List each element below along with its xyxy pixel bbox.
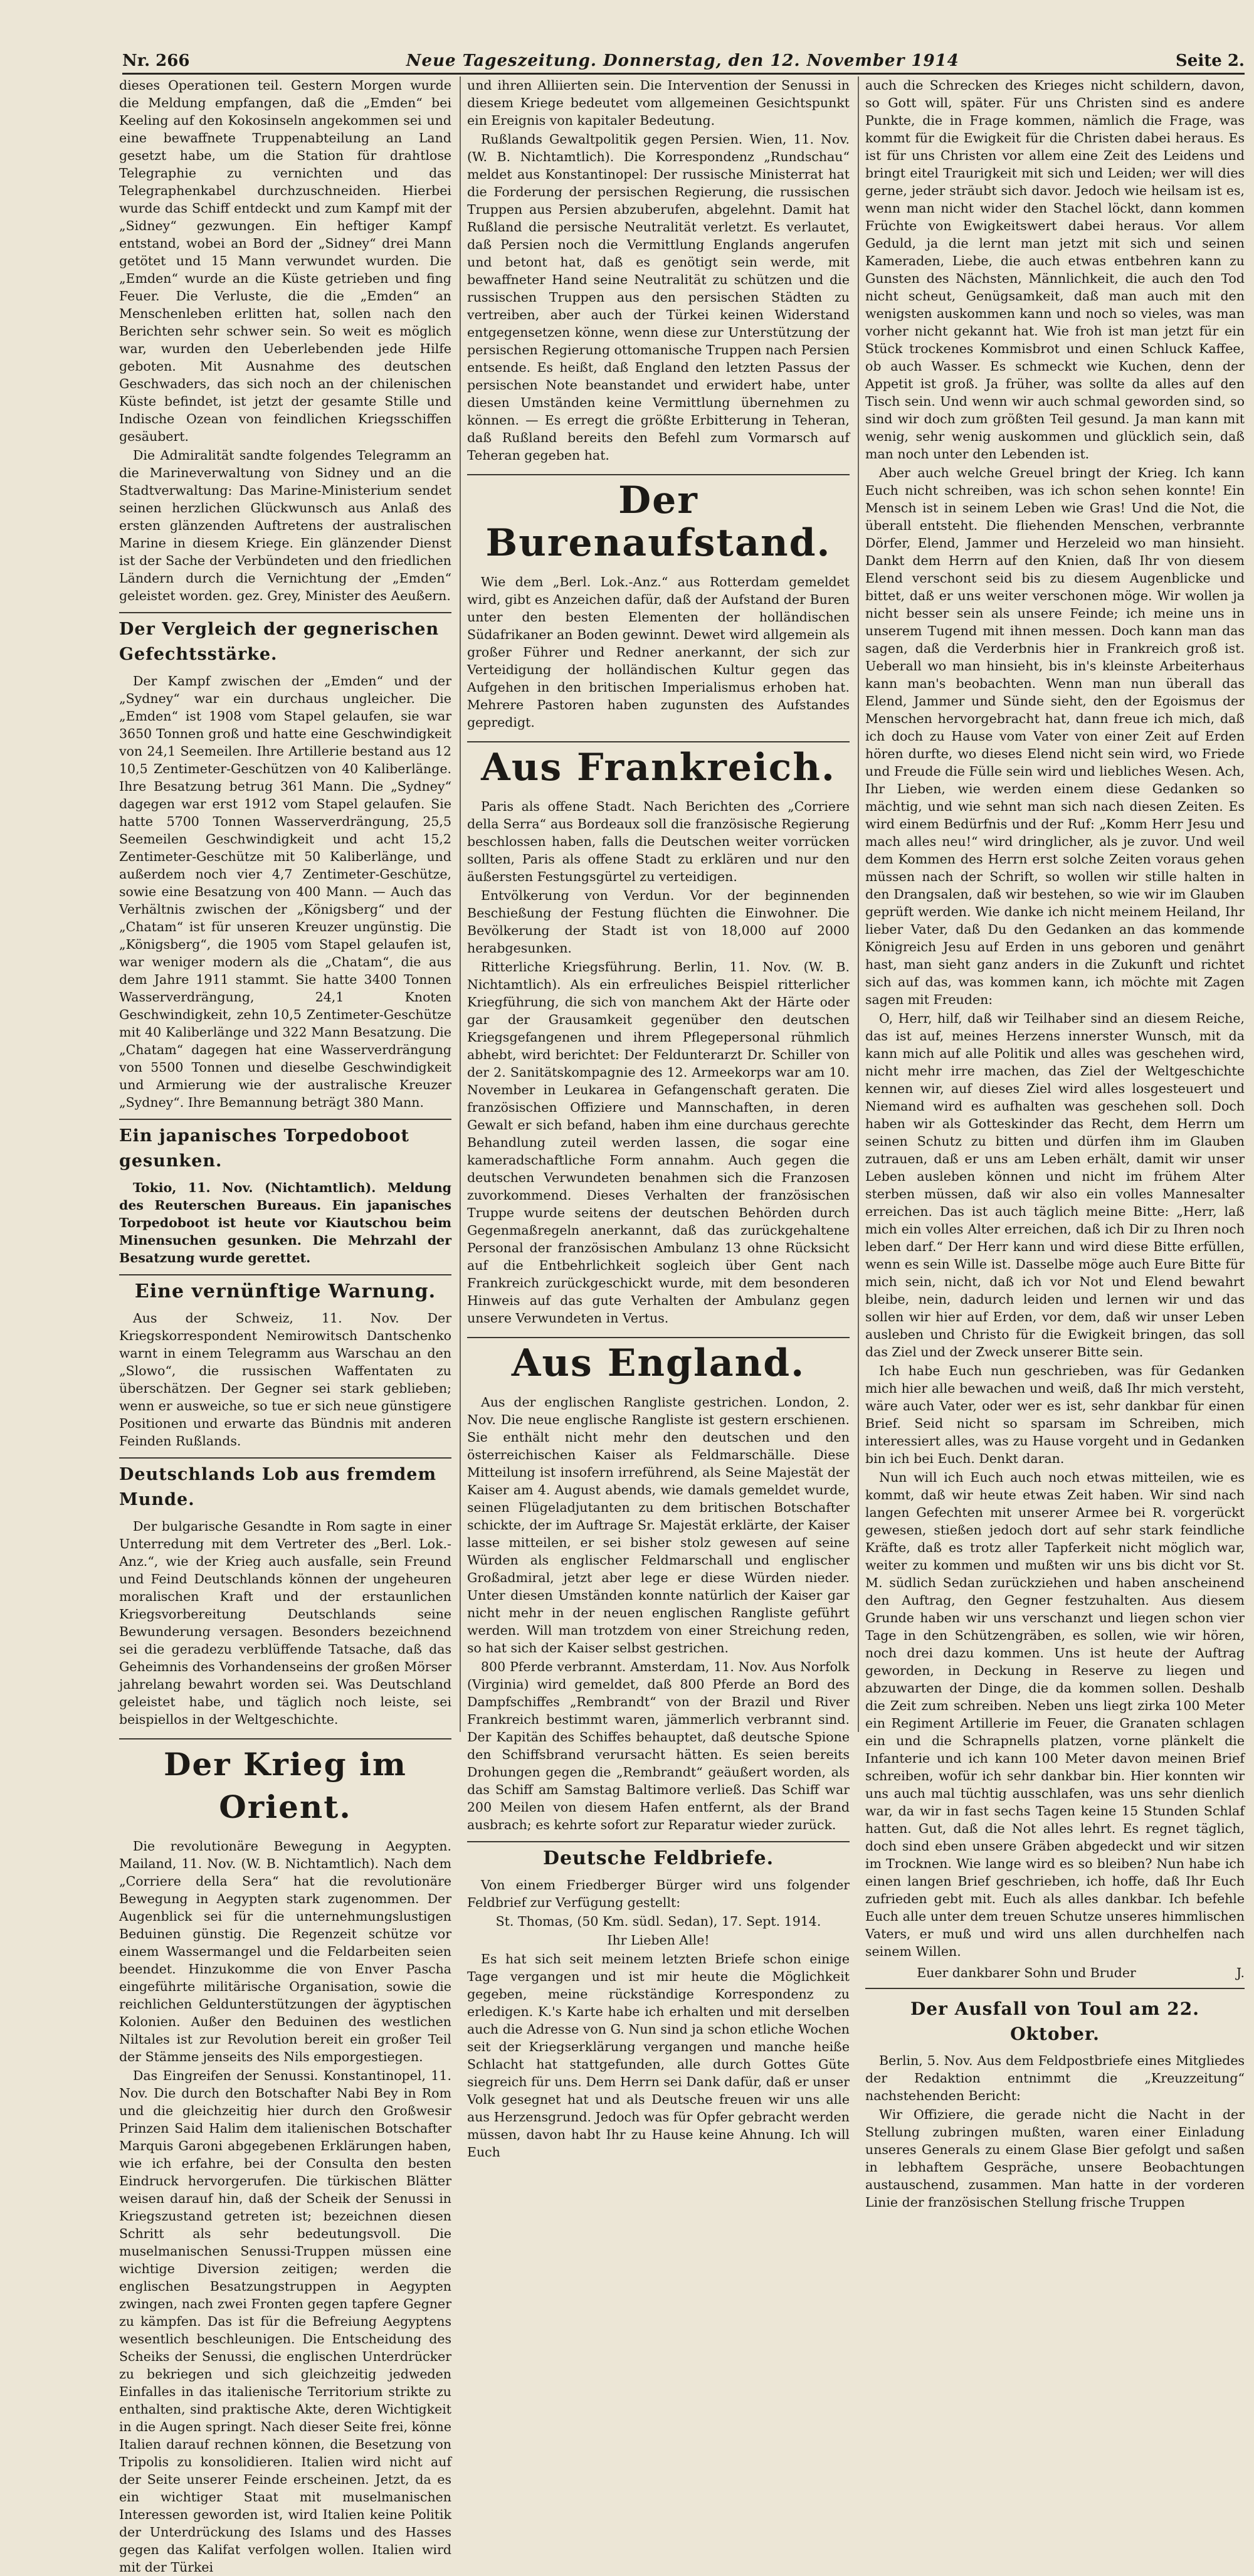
article-paragraph: Tokio, 11. Nov. (Nichtamtlich). Meldung des Reuterschen Bureaus. Ein japanisches Torpedoboot ist heute vor Kiautschou beim Minensuchen gesunken. Die Mehrzahl der Besatzung wurde gerettet. <box>119 1180 451 1265</box>
article-paragraph: Aus der Schweiz, 11. Nov. Der Kriegskorrespondent Nemirowitsch Dantschenko warnt in einem Telegramm aus Warschau an den „Slowo“, die russischen Waffentaten zu überschätzen. Der Gegner sei stark geblieben; wenn er ausweiche, so tue er sich neue günstigere Positionen und erwarte das Bündnis mit anderen Feinden Rußlands. <box>119 1311 451 1449</box>
article-paragraph: Aber auch welche Greuel bringt der Krieg. Ich kann Euch nicht schreiben, was ich schon sehen konnte! Ein Mensch ist in seinem Leben wie Gras! Und die Not, die überall entsteht. Die fliehenden Menschen, verbrannte Dörfer, Elend, Jammer und Herzeleid wo man hinsieht. Dankt dem Herrn auf den Knien, daß Ihr von diesem Elend verschont seid bis zu diesem Augenblicke und bittet, daß er uns weiter verschonen möge. Wir wollen ja nicht besser sein als unsere Feinde; ich meine uns in unserem Tugend mit ihnen messen. Doch kann man das sagen, daß die Verderbnis hier in Frankreich groß ist. Ueberall wo man hinsieht, bis in's kleinste Arbeiterhaus kann man's beobachten. Wenn man nun überall das Elend, Jammer und Sünde sieht, den der Egoismus der Menschen hervorgebracht hat, dann freue ich mich, daß ich doch zu Hause vom Vater von einer Zeit auf Erden hören durfte, wo dieses Elend nicht sein wird, wo Friede und Freude die Fülle sein wird und liebliches Wesen. Ach, Ihr Lieben, wie werden einem diese Gedanken so mächtig, und wie sehnt man sich nach diesen Zeiten. Es wird einem Bedürfnis und der Ruf: „Komm Herr Jesu und mach alles neu!“ wird dringlicher, als je zuvor. Und weil dem Kommen des Herrn erst solche Zeiten voraus gehen müssen nach der Schrift, so wollen wir stille halten in den Drangsalen, daß wir bestehen, so wie wir im Glauben geprüft werden. Wie danke ich nicht meinem Heiland, Ihr lieber Vater, daß Du den Gedanken an das kommende Königreich Jesu auf Erden in uns geboren und genährt hast, man sieht ganz anders in die Zukunft und richtet sich auf das, was kommen kann, ich möchte mit Zagen sagen mit Freuden: <box>865 465 1245 1007</box>
article-paragraph: Der Kampf zwischen der „Emden“ und der „Sydney“ war ein durchaus ungleicher. Die „Emden“ ist 1908 vom Stapel gelaufen, sie war 3650 Tonnen groß und hatte eine Geschwindigkeit von 24,1 Seemeilen. Ihre Artillerie bestand aus 12 10,5 Zentimeter-Geschützen von 40 Kaliberlänge. Ihre Besatzung betrug 361 Mann. Die „Sydney“ dagegen war erst 1912 vom Stapel gelaufen. Sie hatte 5700 Tonnen Wasserverdrängung, 25,5 Seemeilen Geschwindigkeit und acht 15,2 Zentimeter-Geschütze mit 50 Kaliberlänge, und außerdem noch vier 4,7 Zentimeter-Geschütze, sowie eine Besatzung von 400 Mann. — Auch das Verhältnis zwischen der „Königsberg“ und der „Chatam“ ist für unseren Kreuzer ungünstig. Die „Königsberg“, die 1905 vom Stapel gelaufen ist, war weniger modern als die „Chatam“, die aus dem Jahre 1911 stammt. Sie hatte 3400 Tonnen Wasserverdrängung, 24,1 Knoten Geschwindigkeit, zehn 10,5 Zentimeter-Geschütze mit 40 Kaliberlänge und 322 Mann Besatzung. Die „Chatam“ dagegen hat eine Wasserverdrängung von 5500 Tonnen und dieselbe Geschwindigkeit und Armierung wie der australische Kreuzer „Sydney“. Ihre Bemannung beträgt 380 Mann. <box>119 673 451 1110</box>
headline-feldbriefe: Deutsche Feldbriefe. <box>467 1841 850 1871</box>
page-number: Seite 2. <box>1176 51 1245 70</box>
headline-torpedoboot: Ein japanisches Torpedoboot gesunken. <box>119 1119 451 1174</box>
article-paragraph: Von einem Friedberger Bürger wird uns folgender Feldbrief zur Verfügung gestellt: <box>467 1877 850 1910</box>
article-paragraph: Die Admiralität sandte folgendes Telegramm an die Marineverwaltung von Sidney und an die Stadtverwaltung: Das Marine-Ministerium sendet seinen herzlichen Glückwunsch aus Anlaß des ersten glänzenden Auftretens der australischen Marine in diesem Kriege. Ein glänzender Dienst ist der Sache der Verbündeten und den friedlichen Ländern durch die Vernichtung der „Emden“ geleistet worden. gez. Grey, Minister des Aeußern. <box>119 448 451 603</box>
newspaper-name: Neue Tageszeitung. <box>406 51 597 70</box>
issue-number: Nr. 266 <box>122 51 190 70</box>
article-paragraph: 800 Pferde verbrannt. Amsterdam, 11. Nov. Aus Norfolk (Virginia) wird gemeldet, daß 800 Pferde an Bord des Dampfschiffes „Rembrandt“ von der Brazil und River Frankreich bestimmt waren, jämmerlich verbrannt sind. Der Kapitän des Schiffes behauptet, daß deutsche Spione den Schiffsbrand verursacht hätten. Es seien bereits Drohungen gegen die „Rembrandt“ geäußert worden, als das Schiff am Samstag Baltimore verließ. Das Schiff war 200 Meilen von diesem Hafen entfernt, als der Brand ausbrach; es kehrte sofort zur Reparatur wieder zurück. <box>467 1659 850 1832</box>
article-paragraph: Aus der englischen Rangliste gestrichen. London, 2. Nov. Die neue englische Rangliste ist gestern erschienen. Sie enthält nicht mehr den deutschen und den österreichischen Kaiser als Feldmarschälle. Diese Mitteilung ist insofern irreführend, als Seine Majestät der Kaiser am 4. August abends, wie damals gemeldet wurde, seinen Flügeladjutanten zu dem britischen Botschafter schickte, der im Auftrage Sr. Majestät erklärte, der Kaiser lasse mitteilen, er sei bisher stolz gewesen auf seine Würden als englischer Feldmarschall und englischer Großadmiral, jetzt aber lege er diese Würden nieder. Unter diesen Umständen konnte natürlich der Kaiser gar nicht mehr in der neuen englischen Rangliste geführt werden. Will man trotzdem von einer Streichung reden, so hat sich der Kaiser selbst gestrichen. <box>467 1395 850 1655</box>
article-paragraph: Wie dem „Berl. Lok.-Anz.“ aus Rotterdam gemeldet wird, gibt es Anzeichen dafür, daß der Aufstand der Buren unter den besten Elementen der holländischen Südafrikaner an Boden gewinnt. Dewet wird allgemein als großer Führer und Redner anerkannt, der sich zur Verteidigung der holländischen Kultur gegen das Aufgehen in den britischen Imperialismus erhoben hat. Mehrere Pastoren haben zugunsten des Aufstandes gepredigt. <box>467 574 850 730</box>
headline-krieg-im-orient: Der Krieg im Orient. <box>119 1738 451 1829</box>
issue-date: Donnerstag, den 12. November 1914 <box>603 51 959 70</box>
article-paragraph: Das Eingreifen der Senussi. Konstantinopel, 11. Nov. Die durch den Botschafter Nabi Bey in Rom und die gleichzeitig hier durch den Großwesir Prinzen Said Halim dem italienischen Botschafter Marquis Garoni abgegebenen Erklärungen haben, wie ich erfahre, bei der Consulta den besten Eindruck hervorgerufen. Die türkischen Blätter weisen darauf hin, daß der Scheik der Senussi in Kriegszustand getreten ist; bezeichnen diesen Schritt als sehr bedeutungsvoll. Die muselmanischen Senussi-Truppen müssen eine wichtige Diversion zeitigen; werden die englischen Besatzungstruppen in Aegypten zwingen, nach zwei Fronten gegen tapfere Gegner zu kämpfen. Das ist für die Befreiung Aegyptens wesentlich beschleunigen. Die Entscheidung des Scheiks der Senussi, die englischen Unterdrücker zu bekriegen und sich gleichzeitig jedweden Einfalles in das italienische Territorium strikte zu enthalten, sind praktische Akte, deren Wichtigkeit in die Augen springt. Nach dieser Seite frei, könne Italien darauf rechnen können, die Besetzung von Tripolis zu konsolidieren. Italien wird nicht auf der Seite unserer Feinde erscheinen. Jetzt, da es ein wichtiger Staat mit muselmanischen Interessen geworden ist, wird Italien keine Politik der Unterdrückung des Islams und des Hasses gegen das Kalifat verfolgen wollen. Italien wird mit der Türkei <box>119 2068 451 2575</box>
article-paragraph: auch die Schrecken des Krieges nicht schildern, davon, so Gott will, später. Für uns Christen sind es andere Punkte, die in Frage kommen, nämlich die Frage, was kommt für die Ewigkeit für die Christen dabei heraus. Es ist für uns Christen vor allem eine Zeit des Leidens und bringt eitel Traurigkeit mit sich und Leiden; wer will dies gerne, jeder sträubt sich davor. Jedoch wie heilsam ist es, wenn man nicht wider den Stachel löckt, dann kommen Früchte von Ewigkeitswert dabei heraus. Vor allem Geduld, ja die lernt man jetzt mit sich und seinen Kameraden, Liebe, die auch etwas entbehren kann zu Gunsten des Nächsten, Männlichkeit, die auch den Tod nicht scheut, Genügsamkeit, daß man auch mit den wenigsten auskommen kann und noch so vieles, was man vorher nicht gekannt hat. Wie froh ist man jetzt für ein Stück trockenes Kommisbrot und einen Schluck Kaffee, ob auch Wasser. Es schmeckt wie Kuchen, denn der Appetit ist groß. Ja früher, was sollte da alles auf den Tisch sein. Und wenn wir auch schmal geworden sind, so sind wir doch zum größten Teil gesund. Ja man kann mit wenig, sehr wenig auskommen und glücklich sein, daß man noch unter den Lebenden ist. <box>865 78 1245 462</box>
column-divider <box>460 77 461 1732</box>
article-paragraph: Berlin, 5. Nov. Aus dem Feldpostbriefe eines Mitgliedes der Redaktion entnimmt die „Kreuzzeitung“ nachstehenden Bericht: <box>865 2053 1245 2103</box>
article-paragraph: Es hat sich seit meinem letzten Briefe schon einige Tage vergangen und ist mir heute die Möglichkeit gegeben, meine rückständige Korrespondenz zu erledigen. K.'s Karte habe ich erhalten und mit derselben auch die Adresse von G. Nun sind ja schon etliche Wochen seit der Kriegserklärung vergangen und manche heiße Schlacht hat stattgefunden, alle durch Gottes Güte siegreich für uns. Dem Herrn sei Dank dafür, daß er unser Volk gesegnet hat und als Deutsche freuen wir uns alle aus Herzensgrund. Jedoch was für Opfer gebracht werden müssen, davon habt Ihr zu Hause keine Ahnung. Ich will Euch <box>467 1951 850 2160</box>
article-paragraph: Ich habe Euch nun geschrieben, was für Gedanken mich hier alle bewachen und weiß, daß Ihr mich versteht, wäre auch Vater, oder wer es ist, sehr dankbar für einen Brief. Seid nicht so sparsam im Schreiben, mich interessiert alles, was zu Hause vorgeht und in Gedanken bin ich bei Euch. Denkt daran. <box>865 1363 1245 1466</box>
article-paragraph: Entvölkerung von Verdun. Vor der beginnenden Beschießung der Festung flüchten die Einwohner. Die Bevölkerung der Stadt ist von 18,000 auf 2000 herabgesunken. <box>467 888 850 956</box>
headline-aus-frankreich: Aus Frankreich. <box>467 741 850 789</box>
column-1 <box>119 77 451 2575</box>
column-divider <box>858 77 859 1732</box>
article-paragraph: Rußlands Gewaltpolitik gegen Persien. Wien, 11. Nov. (W. B. Nichtamtlich). Die Korrespondenz „Rundschau“ meldet aus Konstantinopel: Der russische Ministerrat hat die Forderung der persischen Regierung, die russischen Truppen aus Persien abzuberufen, abgelehnt. Damit hat Rußland die persische Neutralität verletzt. Es verlautet, daß Persien noch die Vermittlung Englands angerufen und betont hat, daß es genötigt sein werde, mit bewaffneter Hand seine Neutralität zu schützen und die russischen Truppen aus den persischen Städten zu vertreiben, aber auch der Türkei keinen Widerstand entgegensetzen könne, wenn diese zur Unterstützung der persischen Regierung ottomanische Truppen nach Persien entsende. Es heißt, daß England den letzten Passus der persischen Note beanstandet und erwidert habe, unter diesen Umständen keine Vermittlung übernehmen zu können. — Es erregt die größte Erbitterung in Teheran, daß Rußland bereits den Befehl zum Vormarsch auf Teheran gegeben hat. <box>467 132 850 463</box>
article-paragraph: Nun will ich Euch auch noch etwas mitteilen, wie es kommt, daß wir heute etwas Zeit haben. Wir sind nach langen Gefechten mit unserer Armee bei R. vorgerückt gewesen, stießen jedoch dort auf sehr stark feindliche Kräfte, daß es trotz aller Tapferkeit nicht möglich war, weiter zu kommen und mußten wir uns bis dicht vor St. M. südlich Sedan zurückziehen und haben anscheinend den Auftrag, den Gegner festzuhalten. Aus diesem Grunde haben wir uns verschanzt und liegen schon vier Tage in den Schützengräben, es sollen, wie wir hören, noch drei dazu kommen. Uns ist heute der Auftrag geworden, in Deckung in Reserve zu liegen und abzuwarten der Dinge, die da kommen sollen. Deshalb die Zeit zum schreiben. Neben uns liegt zirka 100 Meter ein Regiment Artillerie im Feuer, die Granaten schlagen ein und die Schrapnells platzen, vorne plänkelt die Infanterie und ich kann 100 Meter davon meinen Brief schreiben, wofür ich sehr dankbar bin. Hier konnten wir uns auch mal tüchtig ausschlafen, was uns sehr dienlich war, da wir in fast sechs Tagen keine 15 Stunden Schlaf hatten. Gut, daß die Not alles lehrt. Es regnet täglich, doch sind eben unsere Gräben abgedeckt und wir sitzen im Trocknen. Wie lange wird es so bleiben? Nun habe ich einen langen Brief geschrieben, ich hoffe, daß Ihr Euch zufrieden gebt mit. Euch als alles dankbar. Ich befehle Euch alle unter dem treuen Schutze unseres himmlischen Vaters, er muß und wird uns allen durchhelfen nach seinem Willen. <box>865 1470 1245 1959</box>
article-paragraph: Paris als offene Stadt. Nach Berichten des „Corriere della Serra“ aus Bordeaux soll die französische Regierung beschlossen haben, falls die Deutschen weiter vorrücken sollten, Paris als offene Stadt zu erklären und nur den äußersten Festungsgürtel zu verteidigen. <box>467 799 850 884</box>
letter-signature <box>865 1964 1245 1982</box>
column-3 <box>865 77 1245 2210</box>
article-paragraph: dieses Operationen teil. Gestern Morgen wurde die Meldung empfangen, daß die „Emden“ bei Keeling auf den Kokosinseln angekommen sei und eine bewaffnete Truppenabteilung an Land gesetzt habe, um die Station für drahtlose Telegraphie zu vernichten und das Telegraphenkabel durchzuschneiden. Hierbei wurde das Schiff entdeckt und zum Kampf mit der „Sidney“ gezwungen. Ein heftiger Kampf entstand, wobei an Bord der „Sidney“ drei Mann getötet und 15 Mann verwundet wurden. Die „Emden“ wurde an die Küste getrieben und fing Feuer. Die Verluste, die die „Emden“ an Menschenleben erlitten hat, sollen nach den Berichten sehr schwer sein. So weit es möglich war, wurden den Ueberlebenden jede Hilfe geboten. Mit Ausnahme des deutschen Geschwaders, das sich noch an der chilenischen Küste befindet, ist jetzt der gesamte Stille und Indische Ozean von feindlichen Kriegsschiffen gesäubert. <box>119 78 451 444</box>
article-paragraph: Wir Offiziere, die gerade nicht die Nacht in der Stellung zubringen mußten, waren einer Einladung unseres Generals zu einem Glase Bier gefolgt und saßen in lebhaftem Gespräche, unsere Beobachtungen austauschend, zusammen. Man hatte in der vorderen Linie der französischen Stellung frische Truppen <box>865 2107 1245 2210</box>
masthead <box>122 49 1245 75</box>
headline-burenaufstand: Der Burenaufstand. <box>467 474 850 564</box>
headline-ausfall-toul: Der Ausfall von Toul am 22. Oktober. <box>910 1998 1199 2044</box>
article-paragraph: Die revolutionäre Bewegung in Aegypten. Mailand, 11. Nov. (W. B. Nichtamtlich). Nach dem „Corriere della Sera“ hat die revolutionäre Bewegung in Aegypten stark zugenommen. Der Augenblick sei für die unternehmungslustigen Beduinen günstig. Die Regenzeit schütze vor einem Wassermangel und die Feldarbeiten seien beendet. Hinzukomme die von Enver Pascha eingeführte militärische Organisation, sowie die reichlichen Geldunterstützungen der ägyptischen Kolonien. Außer den Beduinen des westlichen Niltales ist zur Revolution bereit ein großer Teil der Stämme jenseits des Nils emporgestiegen. <box>119 1839 451 2064</box>
column-2 <box>467 77 850 2160</box>
signature-text: Euer dankbarer Sohn und Bruder <box>917 1965 1136 1980</box>
article-paragraph: und ihren Alliierten sein. Die Intervention der Senussi in diesem Kriege bedeutet vom allgemeinen Gesichtspunkt ein Ereignis von kapitaler Bedeutung. <box>467 78 850 128</box>
section-divider <box>865 1988 1245 1989</box>
masthead-title <box>406 51 959 70</box>
letter-place-date: St. Thomas, (50 Km. südl. Sedan), 17. Sept. 1914. <box>495 1914 821 1929</box>
headline-gefechtsstaerke: Der Vergleich der gegnerischen Gefechtsstärke. <box>119 612 451 667</box>
letter-salutation: Ihr Lieben Alle! <box>607 1933 710 1948</box>
headline-deutschlands-lob: Deutschlands Lob aus fremdem Munde. <box>119 1457 451 1512</box>
article-paragraph: Ritterliche Kriegsführung. Berlin, 11. Nov. (W. B. Nichtamtlich). Als ein erfreuliches Beispiel ritterlicher Kriegführung, die sich von manchem Akt der Härte oder gar der Grausamkeit gegenüber den deutschen Kriegsgefangenen und ihrem Pflegepersonal rühmlich abhebt, wird berichtet: Der Feldunterarzt Dr. Schiller von der 2. Sanitätskompagnie des 12. Armeekorps war am 10. November in Leukarea in Gefangenschaft geraten. Die französischen Offiziere und Mannschaften, in deren Gewalt er sich befand, haben ihm eine durchaus gerechte Behandlung zuteil werden lassen, die sogar eine kameradschaftliche Form annahm. Auch gegen die deutschen Verwundeten benahmen sich die Franzosen zuvorkommend. Dieses Verhalten der französischen Truppe wurde seitens der deutschen Behörden durch Gegenmaßregeln anerkannt, daß das zurückgehaltene Personal der französischen Ambulanz 13 ohne Rücksicht auf die Entbehrlichkeit sogleich über Gent nach Frankreich zurückgeschickt wurde, mit dem besonderen Hinweis auf das gute Verhalten der Ambulanz gegen unsere Verwundeten in Vertus. <box>467 959 850 1326</box>
headline-aus-england: Aus England. <box>467 1337 850 1385</box>
article-paragraph: O, Herr, hilf, daß wir Teilhaber sind an diesem Reiche, das ist auf, meines Herzens innerster Wunsch, mit da kann mich auf alle Politik und alles was geschehen wird, nicht mehr irre machen, das Ziel der Weltgeschichte kennen wir, auf dieses Ziel wird alles losgesteuert und Niemand wird es aufhalten was geschehen soll. Doch haben wir als Gotteskinder das Recht, dem Herrn um seinen Schutz zu bitten und dürfen ihm im Glauben zutrauen, daß er uns am Leben erhält, damit wir unser Leben ausleben können und nicht im frühem Alter sterben müssen, daß wir also ein volles Mannesalter erreichen. Das ist auch täglich meine Bitte: „Herr, laß mich ein volles Alter erreichen, daß ich Dir zu Ihren noch leben darf.“ Der Herr kann und wird diese Bitte erfüllen, wenn es sein Wille ist. Dasselbe möge auch Eure Bitte für mich sein, nicht, daß ich vor Not und Elend bewahrt bleibe, nein, dadurch leiden und lernen wir und das sollen wir hier auf Erden, vor dem, daß wir unser Leben ausleben und Christo für die Ewigkeit bringen, das soll das Ziel und der Zweck unserer Bitte sein. <box>865 1011 1245 1359</box>
article-paragraph: Der bulgarische Gesandte in Rom sagte in einer Unterredung mit dem Vertreter des „Berl. Lok.-Anz.“, wie der Krieg auch ausfalle, sein Freund und Feind Deutschlands können der ungeheuren moralischen Kraft und der erstaunlichen Kriegsvorbereitung Deutschlands seine Bewunderung versagen. Besonders bezeichnend sei die geradezu verblüffende Tatsache, daß das Geheimnis des Vorhandenseins der großen Mörser jahrelang bewahrt worden sei. Was Deutschland geleistet habe, und täglich noch leiste, sei beispiellos in der Weltgeschichte. <box>119 1519 451 1727</box>
signature-initial: J. <box>1236 1965 1245 1980</box>
headline-warnung: Eine vernünftige Warnung. <box>119 1274 451 1304</box>
